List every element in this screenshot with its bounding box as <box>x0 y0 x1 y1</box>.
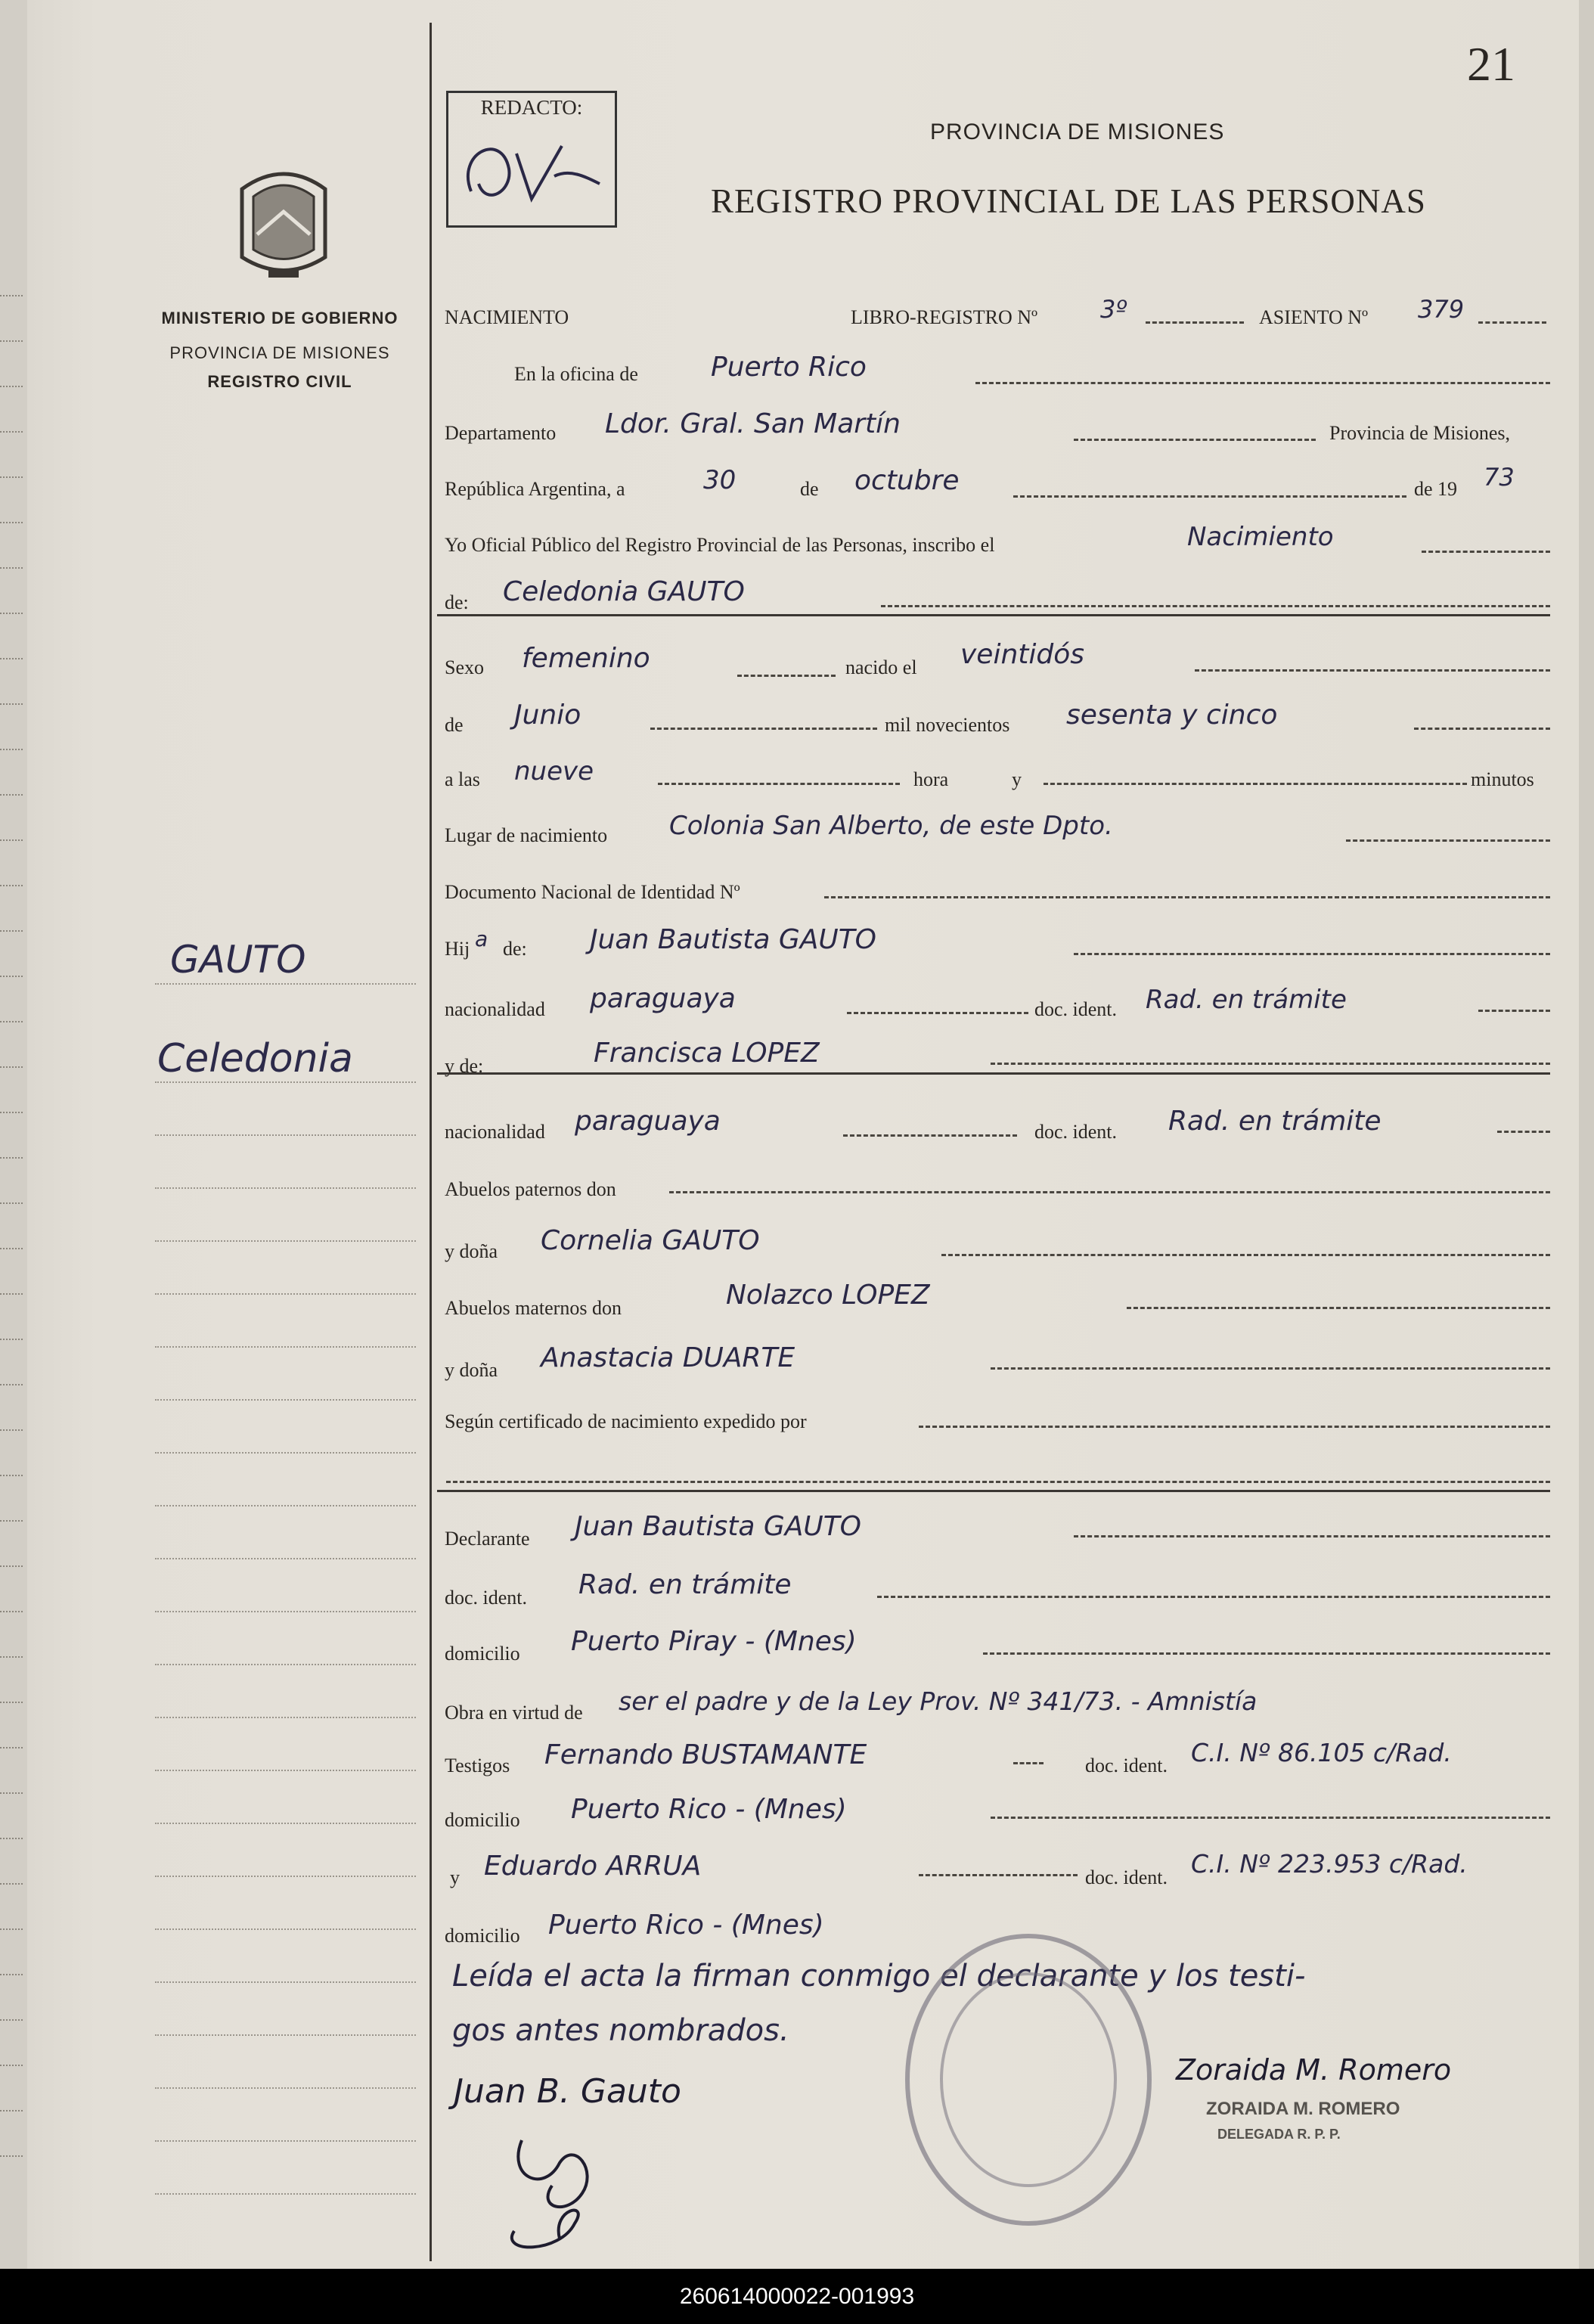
page-edge-line <box>0 976 23 977</box>
page-edge-line <box>0 1248 23 1249</box>
de-label: de <box>800 478 819 500</box>
fill-line <box>991 1367 1550 1370</box>
margin-line <box>155 1346 416 1348</box>
redacto-label: REDACTO: <box>480 96 583 119</box>
year-value: 73 <box>1484 463 1515 492</box>
month-value: octubre <box>854 465 960 496</box>
margin-line <box>155 1770 416 1771</box>
page-edge-line <box>0 1384 23 1385</box>
redacto-box <box>446 91 617 228</box>
testigo-2-domicilio: Puerto Rico - (Mnes) <box>548 1910 824 1941</box>
fill-line <box>1478 1010 1550 1012</box>
declarante-doc: Rad. en trámite <box>578 1569 792 1600</box>
fill-line <box>991 1063 1550 1065</box>
page-edge-line <box>0 1611 23 1612</box>
sexo-label: Sexo <box>445 656 484 678</box>
margin-line <box>155 1717 416 1718</box>
hora-label: hora <box>913 768 949 790</box>
testigo-1-domicilio: Puerto Rico - (Mnes) <box>571 1794 847 1825</box>
abuelo-materno: Nolazco LOPEZ <box>726 1280 930 1311</box>
page-edge-line <box>0 703 23 705</box>
abuela-materna: Anastacia DUARTE <box>541 1342 795 1373</box>
father-doc-label: doc. ident. <box>1034 998 1118 1020</box>
fill-line <box>1146 321 1244 324</box>
testigo-2-dom-label: domicilio <box>445 1925 520 1947</box>
birth-month-value: Junio <box>514 700 581 731</box>
asiento-value: 379 <box>1418 295 1465 324</box>
oficina-label: En la oficina de <box>514 363 638 385</box>
father-doc-value: Rad. en trámite <box>1146 985 1347 1015</box>
abuelos-paternos-label: Abuelos paternos don <box>445 1178 616 1200</box>
page-edge-line <box>0 386 23 387</box>
departamento-label: Departamento <box>445 422 557 444</box>
fill-line <box>983 1652 1550 1655</box>
testigo-2-doc-label: doc. ident. <box>1085 1866 1168 1888</box>
fill-line <box>1195 669 1550 672</box>
margin-line <box>155 1399 416 1401</box>
page-edge-line <box>0 1112 23 1113</box>
declarante-domicilio: Puerto Piray - (Mnes) <box>571 1626 857 1657</box>
page-edge-line <box>0 839 23 841</box>
page-edge-line <box>0 1747 23 1748</box>
sexo-value: femenino <box>522 643 650 674</box>
testigos-label: Testigos <box>445 1755 510 1776</box>
abuela-paterna: Cornelia GAUTO <box>541 1225 760 1256</box>
libro-value: 3º <box>1100 295 1127 324</box>
page-edge-line <box>0 794 23 796</box>
page-edge-line <box>0 431 23 433</box>
page-edge-line <box>0 1883 23 1885</box>
page-edge-line <box>0 1021 23 1022</box>
hij-suffix: a <box>475 926 488 951</box>
abuela-materna-label: y doña <box>445 1359 498 1381</box>
page-edge-line <box>0 1429 23 1431</box>
margin-line <box>155 1558 416 1559</box>
fill-line <box>1013 495 1406 498</box>
de-month-label: de <box>445 714 464 736</box>
page-edge-line <box>0 2110 23 2111</box>
fill-line <box>1013 1762 1044 1764</box>
official-title: DELEGADA R. P. P. <box>1217 2127 1341 2142</box>
declarante-doc-label: doc. ident. <box>445 1587 528 1609</box>
fill-line <box>658 783 900 785</box>
segun-label: Según certificado de nacimiento expedido por <box>445 1410 807 1432</box>
declarant-signature: Juan B. Gauto <box>454 2072 681 2111</box>
margin-line <box>155 1928 416 1930</box>
father-nac-label: nacionalidad <box>445 998 545 1020</box>
province-crest-icon <box>227 159 340 287</box>
fill-line <box>1478 321 1546 324</box>
closing-line-2: gos antes nombrados. <box>452 2013 789 2048</box>
fill-line <box>843 1134 1017 1137</box>
margin-line <box>155 2140 416 2142</box>
declarante-dom-label: domicilio <box>445 1643 520 1665</box>
year-label: de 19 <box>1414 478 1458 500</box>
asiento-label: ASIENTO Nº <box>1259 306 1369 328</box>
lugar-value: Colonia San Alberto, de este Dpto. <box>669 811 1113 841</box>
fill-line <box>737 675 836 677</box>
father-nationality: paraguaya <box>590 983 736 1014</box>
mother-label: y de: <box>445 1055 484 1077</box>
mother-nationality: paraguaya <box>575 1106 721 1137</box>
page-edge-line <box>0 1520 23 1522</box>
testigo-1-doc: C.I. Nº 86.105 c/Rad. <box>1191 1738 1452 1767</box>
registry-heading: REGISTRO PROVINCIAL DE LAS PERSONAS <box>711 182 1426 220</box>
page-edge-line <box>0 613 23 614</box>
page-edge-line <box>0 749 23 750</box>
margin-line <box>155 1293 416 1295</box>
fill-line <box>1127 1307 1550 1309</box>
fill-line <box>824 896 1550 898</box>
registry-seal-stamp <box>900 1928 1157 2231</box>
declarante-name: Juan Bautista GAUTO <box>575 1511 862 1542</box>
testigo-2-doc: C.I. Nº 223.953 c/Rad. <box>1191 1849 1468 1879</box>
section-rule <box>437 614 1550 616</box>
testigo-1-doc-label: doc. ident. <box>1085 1755 1168 1776</box>
barcode-footer: 260614000022-001993 <box>0 2269 1594 2324</box>
page-edge-line <box>0 340 23 342</box>
closing-line-1: Leída el acta la firman conmigo el declarante y los testi- <box>452 1959 1306 1994</box>
oficial-value: Nacimiento <box>1187 522 1334 552</box>
oficial-label: Yo Oficial Público del Registro Provincial de las Personas, inscribo el <box>445 534 995 556</box>
y-label: y <box>1012 768 1022 790</box>
fill-line <box>1346 839 1550 842</box>
page-edge-line <box>0 1792 23 1794</box>
fill-line <box>919 1426 1550 1428</box>
page-edge-line <box>0 1565 23 1567</box>
page-edge-line <box>0 522 23 523</box>
de-name-label: de: <box>445 591 469 613</box>
margin-line <box>155 1505 416 1506</box>
margin-line <box>155 1611 416 1612</box>
redacto-initials-icon <box>456 123 607 214</box>
page-edge-line <box>0 1928 23 1930</box>
page-edge-line <box>0 1656 23 1658</box>
page-edge-line <box>0 930 23 932</box>
fill-line <box>446 1481 1550 1483</box>
fill-line <box>669 1191 1550 1193</box>
margin-line <box>155 1134 416 1136</box>
witness-signatures-icon <box>492 2118 665 2261</box>
nacido-label: nacido el <box>845 656 917 678</box>
page-edge-line <box>0 1702 23 1703</box>
hij-label: Hij <box>445 938 470 960</box>
declarante-label: Declarante <box>445 1528 530 1550</box>
father-name: Juan Bautista GAUTO <box>590 924 877 955</box>
abuela-paterna-label: y doña <box>445 1240 498 1262</box>
page-edge-line <box>0 1293 23 1295</box>
official-name: ZORAIDA M. ROMERO <box>1206 2099 1400 2119</box>
section-rule <box>437 1490 1550 1492</box>
margin-surname: GAUTO <box>170 938 306 982</box>
nacido-value: veintidós <box>960 639 1085 670</box>
page-edge-line <box>0 476 23 478</box>
testigo-1-name: Fernando BUSTAMANTE <box>544 1739 867 1770</box>
margin-line <box>155 983 416 985</box>
margin-line <box>155 1981 416 1983</box>
fill-line <box>847 1012 1028 1014</box>
page-number: 21 <box>1467 37 1515 91</box>
fill-line <box>991 1817 1550 1819</box>
fill-line <box>1074 1535 1550 1537</box>
mother-name: Francisca LOPEZ <box>594 1038 820 1069</box>
margin-line <box>155 1240 416 1242</box>
margin-line <box>155 1876 416 1877</box>
page-edge-line <box>0 1066 23 1068</box>
registered-name: Celedonia GAUTO <box>503 576 745 607</box>
mil-label: mil novecientos <box>885 714 1010 736</box>
page-edge-line <box>0 658 23 659</box>
fill-line <box>1044 783 1467 785</box>
page-edge-line <box>0 2019 23 2021</box>
obra-value: ser el padre y de la Ley Prov. Nº 341/73. - Amnistía <box>619 1686 1258 1716</box>
margin-line <box>155 1823 416 1824</box>
page-edge-line <box>0 1339 23 1340</box>
testigo-2-name: Eduardo ARRUA <box>484 1851 702 1882</box>
republica-label: República Argentina, a <box>445 478 625 500</box>
margin-line <box>155 1452 416 1454</box>
oficina-value: Puerto Rico <box>711 352 867 383</box>
margin-line <box>155 2034 416 2036</box>
abuelos-maternos-label: Abuelos maternos don <box>445 1297 622 1319</box>
y-testigo-label: y <box>450 1866 460 1888</box>
fill-line <box>877 1596 1550 1598</box>
hour-value: nueve <box>514 756 594 787</box>
fill-line <box>1497 1131 1550 1133</box>
fill-line <box>650 728 877 730</box>
mother-nac-label: nacionalidad <box>445 1121 545 1143</box>
section-rule <box>437 1072 1550 1075</box>
ministry-line-1: MINISTERIO DE GOBIERNO <box>161 309 398 327</box>
obra-label: Obra en virtud de <box>445 1702 583 1724</box>
fill-line <box>881 605 1550 607</box>
page-edge-line <box>0 1202 23 1204</box>
margin-line <box>155 1081 416 1083</box>
official-signature: Zoraida M. Romero <box>1176 2053 1452 2087</box>
hij-de-label: de: <box>503 938 527 960</box>
departamento-value: Ldor. Gral. San Martín <box>605 408 901 439</box>
dni-label: Documento Nacional de Identidad Nº <box>445 881 740 903</box>
fill-line <box>1414 728 1550 730</box>
fill-line <box>975 382 1550 384</box>
act-type-label: NACIMIENTO <box>445 306 569 328</box>
page-edge-line <box>0 1974 23 1975</box>
page-edge-line <box>0 1157 23 1159</box>
fill-line <box>941 1254 1550 1256</box>
fill-line <box>919 1874 1078 1876</box>
margin-line <box>155 2087 416 2089</box>
libro-label: LIBRO-REGISTRO Nº <box>851 306 1038 328</box>
page-edge-line <box>0 295 23 296</box>
right-page-edge <box>1579 0 1594 2269</box>
provincia-label: Provincia de Misiones, <box>1329 422 1511 444</box>
lugar-label: Lugar de nacimiento <box>445 824 608 846</box>
testigo-1-dom-label: domicilio <box>445 1809 520 1831</box>
margin-line <box>155 1664 416 1665</box>
mother-doc-label: doc. ident. <box>1034 1121 1118 1143</box>
mother-doc-value: Rad. en trámite <box>1168 1106 1382 1137</box>
ministry-line-3: REGISTRO CIVIL <box>207 372 352 391</box>
page-edge-line <box>0 1475 23 1476</box>
margin-line <box>155 1187 416 1189</box>
fill-line <box>1074 439 1316 441</box>
province-heading: PROVINCIA DE MISIONES <box>930 119 1225 144</box>
ministry-line-2: PROVINCIA DE MISIONES <box>169 343 390 362</box>
page-edge-line <box>0 2065 23 2066</box>
page-edge-line <box>0 2155 23 2157</box>
page-edge-line <box>0 1838 23 1839</box>
fill-line <box>1422 551 1550 553</box>
page-edge-line <box>0 885 23 886</box>
mil-value: sesenta y cinco <box>1066 700 1278 731</box>
alas-label: a las <box>445 768 480 790</box>
page-edge-line <box>0 567 23 569</box>
fill-line <box>1074 953 1550 955</box>
margin-given-name: Celedonia <box>157 1036 353 1081</box>
minutos-label: minutos <box>1471 768 1534 790</box>
day-value: 30 <box>703 465 737 495</box>
margin-line <box>155 2193 416 2195</box>
